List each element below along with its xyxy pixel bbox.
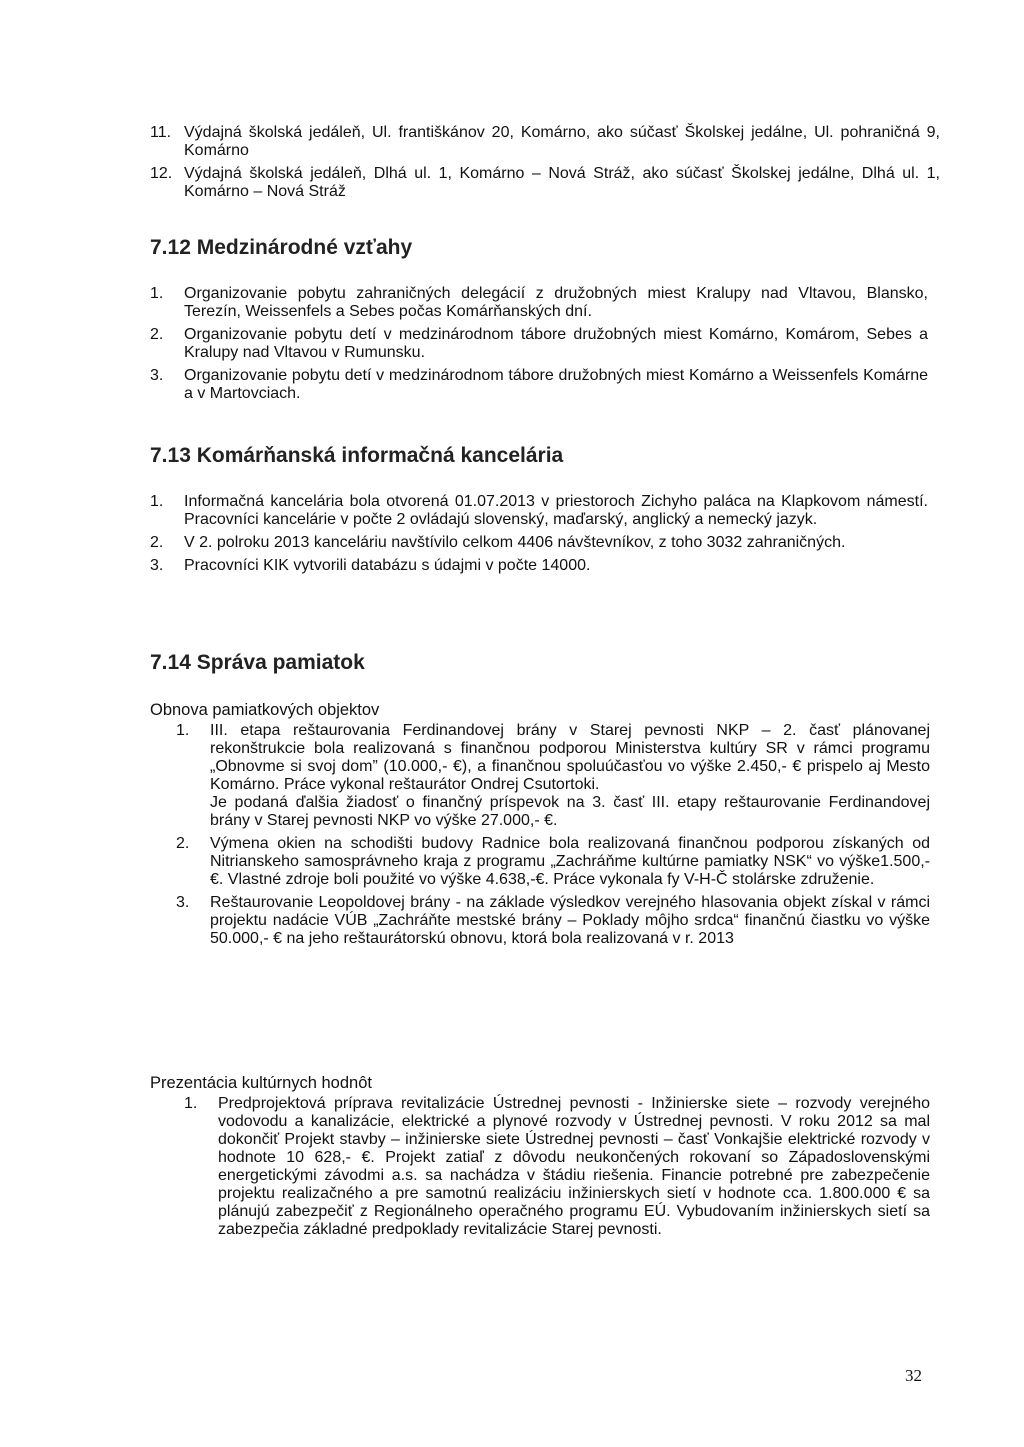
presentation-list (184, 1095, 930, 1244)
list-item (184, 1095, 930, 1239)
subheading-monument-restoration: Obnova pamiatkových objektov (150, 701, 380, 719)
list-item-number: 12. (150, 165, 173, 182)
list-item (150, 493, 928, 529)
list-item-text: Informačná kancelária bola otvorená 01.07.2013 v priestoroch Zichyho paláca na Klapkovom námestí. Pracovníci kancelárie v počte 2 ovládajú slovenský, maďarský, anglický a nemecký jazyk. (184, 493, 928, 528)
list-item-number: 1. (176, 722, 190, 739)
section-heading-7-12: 7.12 Medzinárodné vzťahy (150, 236, 413, 259)
list-item-number: 1. (184, 1095, 198, 1112)
list-item-text: Organizovanie pobytu detí v medzinárodnom tábore družobných miest Komárno a Weissenfels Komárne a v Martovciach. (184, 367, 928, 402)
list-item-text: Reštaurovanie Leopoldovej brány - na základe výsledkov verejného hlasovania objekt získal v rámci projektu nadácie VÚB „Zachráňte mestské brány – Poklady môjho srdca“ finančnú čiastku vo výške 50.000,- € na jeho reštaurátorskú obnovu, ktorá bola realizovaná v r. 2013 (210, 894, 930, 947)
list-item (150, 165, 940, 201)
list-item (150, 557, 928, 575)
list-item-number: 2. (150, 326, 164, 343)
list-item-number: 3. (176, 894, 190, 911)
section-heading-7-14: 7.14 Správa pamiatok (150, 651, 365, 674)
relations-list (150, 285, 928, 408)
list-item-text: Organizovanie pobytu detí v medzinárodnom tábore družobných miest Komárno, Komárom, Sebes a Kralupy nad Vltavou v Rumunsku. (184, 326, 928, 361)
list-item-text: Pracovníci KIK vytvorili databázu s údajmi v počte 14000. (184, 557, 591, 574)
list-item-number: 1. (150, 285, 164, 302)
list-item-number: 2. (150, 534, 164, 551)
list-item (176, 894, 930, 948)
list-item-text: Výdajná školská jedáleň, Dlhá ul. 1, Komárno – Nová Stráž, ako súčasť Školskej jedálne, Dlhá ul. 1, Komárno – Nová Stráž (184, 165, 940, 200)
list-item-text-continued: Je podaná ďalšia žiadosť o finančný príspevok na 3. časť III. etapy reštaurovanie Ferdinandovej brány v Starej pevnosti NKP vo výške 27.000,- €. (210, 794, 930, 829)
list-item (176, 722, 930, 830)
restoration-list (176, 722, 930, 953)
list-item-text: III. etapa reštaurovania Ferdinandovej brány v Starej pevnosti NKP – 2. časť plánovanej rekonštrukcie bola realizovaná s finančnou podporou Ministerstva kultúry SR v rámci programu „Obnovme si svoj dom” (10.000,- €), a finančnou spoluúčasťou vo výške 2.450,- € prispelo aj Mesto Komárno. Práce vykonal reštaurátor Ondrej Csutortoki. (210, 722, 930, 793)
page-number: 32 (905, 1366, 922, 1385)
list-item (150, 367, 928, 403)
list-item-number: 3. (150, 557, 164, 574)
list-item-number: 3. (150, 367, 164, 384)
canteen-list (150, 124, 940, 206)
list-item (176, 835, 930, 889)
info-office-list (150, 493, 928, 580)
list-item (150, 285, 928, 321)
list-item-text: Výmena okien na schodišti budovy Radnice bola realizovaná finančnou podporou získaných od Nitrianskeho samosprávneho kraja z programu „Zachráňme kultúrne pamiatky NSK“ vo výške1.500,-€. Vlastné zdroje boli použité vo výške 4.638,-€. Práce vykonala fy V-H-Č stolárske združenie. (210, 835, 930, 888)
list-item-number: 11. (150, 124, 172, 141)
list-item (150, 534, 928, 552)
subheading-cultural-presentation: Prezentácia kultúrnych hodnôt (150, 1074, 372, 1092)
list-item (150, 326, 928, 362)
list-item-number: 2. (176, 835, 190, 852)
list-item-text: Predprojektová príprava revitalizácie Ústrednej pevnosti - Inžinierske siete – rozvody verejného vodovodu a kanalizácie, elektrické a plynové rozvody v Ústrednej pevnosti. V roku 2012 sa mal dokončiť Projekt stavby – inžinierske siete Ústrednej pevnosti – časť Vonkajšie elektrické rozvody v hodnote 10 628,- €. Projekt zatiaľ z dôvodu neukončených rokovaní so Západoslovenskými energetickými závodmi a.s. sa nachádza v štádiu riešenia. Financie potrebné pre zabezpečenie projektu realizačného a pre samotnú realizáciu inžinierskych sietí v hodnote cca. 1.800.000 € sa plánujú zabezpečiť z Regionálneho operačného programu EÚ. Vybudovaním inžinierskych sietí sa zabezpečia základné predpoklady revitalizácie Starej pevnosti. (218, 1095, 930, 1238)
section-heading-7-13: 7.13 Komárňanská informačná kancelária (150, 444, 564, 467)
list-item-text: Organizovanie pobytu zahraničných delegácií z družobných miest Kralupy nad Vltavou, Blansko, Terezín, Weissenfels a Sebes počas Komárňanských dní. (184, 285, 928, 320)
list-item (150, 124, 940, 160)
list-item-text: V 2. polroku 2013 kanceláriu navštívilo celkom 4406 návštevníkov, z toho 3032 zahraničných. (184, 534, 846, 551)
list-item-number: 1. (150, 493, 164, 510)
list-item-text: Výdajná školská jedáleň, Ul. františkánov 20, Komárno, ako súčasť Školskej jedálne, Ul. pohraničná 9, Komárno (184, 124, 940, 159)
